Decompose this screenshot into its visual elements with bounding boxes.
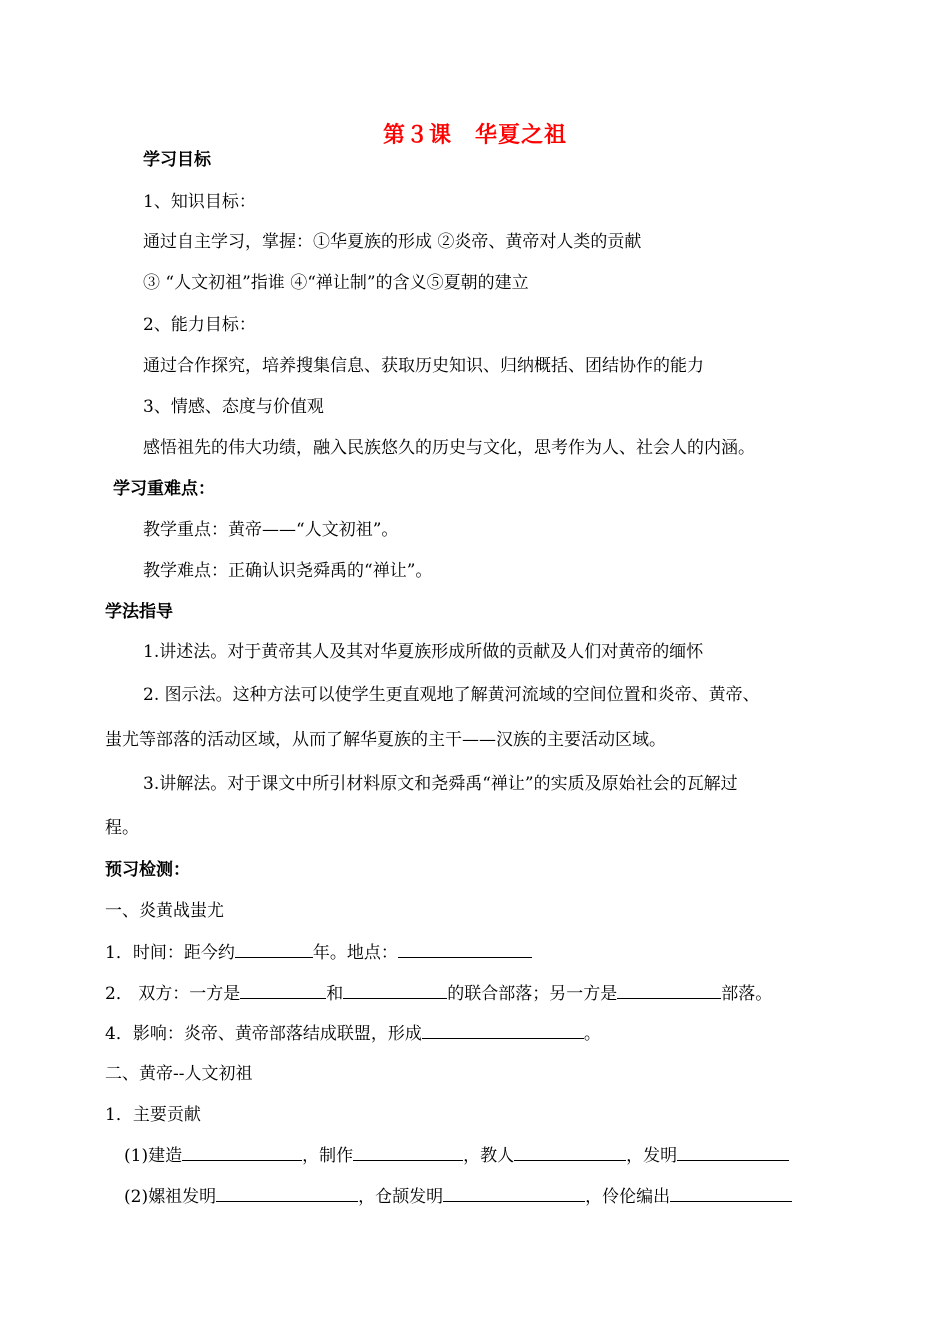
question-2-text-c: 的联合部落；另一方是 [447, 984, 618, 1004]
difficulty-point: 教学难点：正确认识尧舜禹的“禅让”。 [143, 561, 433, 581]
question-4-text-b: 。 [583, 1024, 601, 1044]
question-2-text-a: 2． 双方：一方是 [105, 984, 241, 1004]
time-answer-blank[interactable] [235, 940, 313, 958]
emotion-label: 3、情感、态度与价值观 [143, 397, 324, 417]
subsection-1-title: 1．主要贡献 [105, 1105, 201, 1125]
teach-answer-blank[interactable] [514, 1143, 626, 1161]
place-answer-blank[interactable] [398, 940, 532, 958]
question-1-text-a: 1．时间：距今约 [105, 943, 235, 963]
method-item-2-line-2: 蚩尤等部落的活动区域，从而了解华夏族的主干——汉族的主要活动区域。 [105, 730, 666, 750]
influence-answer-blank[interactable] [422, 1021, 584, 1039]
method-item-3-line-1: 3.讲解法。对于课文中所引材料原文和尧舜禹“禅让”的实质及原始社会的瓦解过 [143, 774, 738, 794]
opponent-answer-blank[interactable] [617, 981, 721, 999]
contribution-2-text-c: ，伶伦编出 [585, 1187, 671, 1207]
side-1-answer-blank[interactable] [240, 981, 326, 999]
page-title: 第３课 华夏之祖 [382, 123, 567, 148]
contribution-1-text-c: ，教人 [463, 1146, 515, 1166]
question-1-text-b: 年。地点： [312, 943, 398, 963]
section-1-title: 一、炎黄战蚩尤 [105, 901, 224, 921]
question-2-text-d: 部落。 [721, 984, 773, 1004]
method-item-1: 1.讲述法。对于黄帝其人及其对华夏族形成所做的贡献及人们对黄帝的缅怀 [143, 642, 704, 662]
method-item-2-line-1: 2. 图示法。这种方法可以使学生更直观地了解黄河流域的空间位置和炎帝、黄帝、 [143, 685, 760, 705]
contribution-2 [124, 1184, 792, 1209]
emotion-text: 感悟祖先的伟大功绩，融入民族悠久的历史与文化，思考作为人、社会人的内涵。 [143, 438, 755, 458]
linglun-answer-blank[interactable] [670, 1184, 792, 1202]
ability-label: 2、能力目标： [143, 315, 256, 335]
contribution-1-text-a: (1)建造 [124, 1146, 183, 1166]
knowledge-label: 1、知识目标： [143, 192, 256, 212]
question-1 [105, 940, 532, 965]
focus-point: 教学重点：黄帝——“人文初祖”。 [143, 520, 399, 540]
build-answer-blank[interactable] [182, 1143, 302, 1161]
contribution-2-text-b: ，仓颉发明 [358, 1187, 444, 1207]
side-2-answer-blank[interactable] [343, 981, 447, 999]
cangjie-answer-blank[interactable] [443, 1184, 585, 1202]
ability-text: 通过合作探究，培养搜集信息、获取历史知识、归纳概括、团结协作的能力 [143, 356, 704, 376]
methods-heading: 学法指导 [105, 602, 173, 622]
contribution-1-text-b: ，制作 [302, 1146, 354, 1166]
knowledge-line-1: 通过自主学习，掌握：①华夏族的形成 ②炎帝、黄帝对人类的贡献 [143, 232, 642, 252]
invent-answer-blank[interactable] [677, 1143, 789, 1161]
contribution-1 [124, 1143, 789, 1168]
method-item-3-line-2: 程。 [105, 818, 139, 838]
key-points-heading: 学习重难点： [113, 479, 215, 499]
question-4 [105, 1021, 601, 1046]
contribution-1-text-d: ，发明 [626, 1146, 678, 1166]
question-2-text-b: 和 [326, 984, 344, 1004]
objectives-heading: 学习目标 [143, 150, 211, 170]
preview-heading: 预习检测： [105, 860, 190, 880]
contribution-2-text-a: (2)嫘祖发明 [124, 1187, 217, 1207]
section-2-title: 二、黄帝--人文初祖 [105, 1064, 253, 1084]
question-2 [105, 981, 772, 1006]
make-answer-blank[interactable] [353, 1143, 463, 1161]
question-4-text-a: 4．影响：炎帝、黄帝部落结成联盟，形成 [105, 1024, 422, 1044]
leizu-answer-blank[interactable] [216, 1184, 358, 1202]
knowledge-line-2: ③ “人文初祖”指谁 ④“禅让制”的含义⑤夏朝的建立 [143, 273, 529, 293]
